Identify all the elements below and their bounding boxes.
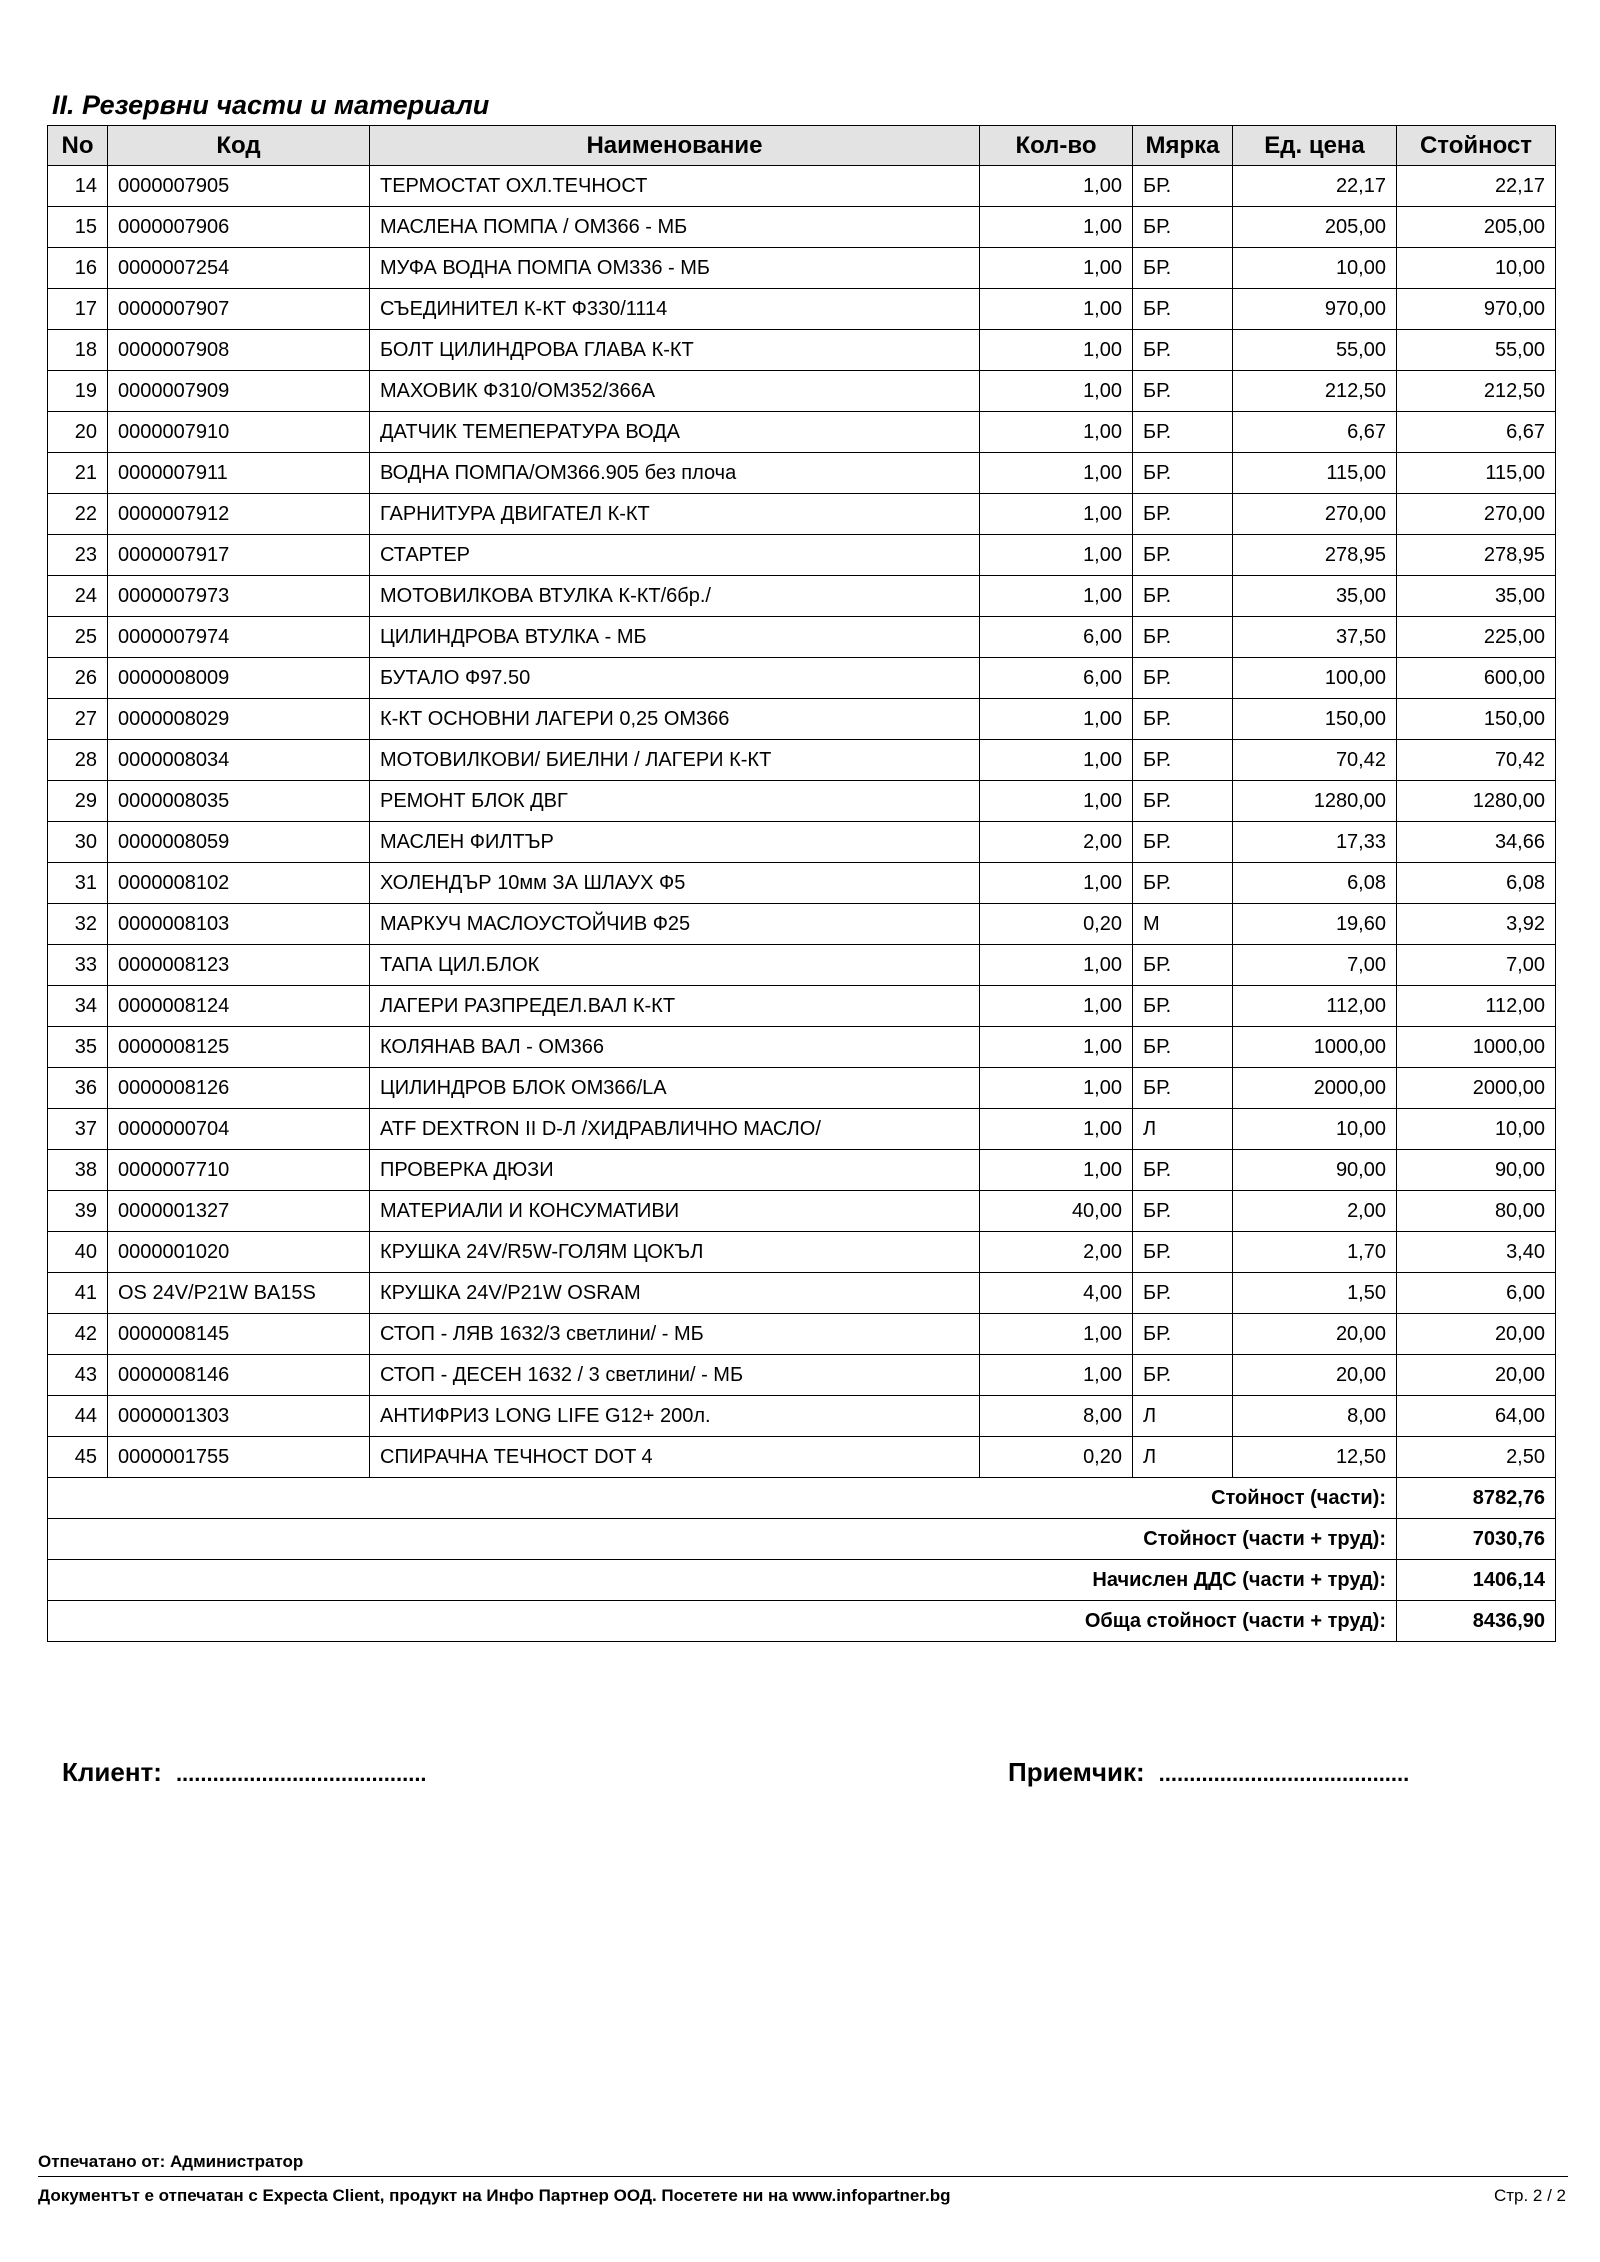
row-price: 70,42 — [1233, 740, 1397, 781]
row-total: 3,92 — [1397, 904, 1556, 945]
table-row — [48, 1314, 1556, 1355]
row-unit: БР. — [1133, 1355, 1233, 1396]
table-row — [48, 1396, 1556, 1437]
parts-table-body — [48, 166, 1556, 1478]
row-number: 14 — [48, 166, 108, 207]
row-unit: БР. — [1133, 1232, 1233, 1273]
row-unit: БР. — [1133, 945, 1233, 986]
row-code: 0000000704 — [108, 1109, 370, 1150]
row-name: СТАРТЕР — [370, 535, 980, 576]
row-unit: БР. — [1133, 330, 1233, 371]
row-number: 17 — [48, 289, 108, 330]
row-name: ХОЛЕНДЪР 10мм ЗА ШЛАУХ Ф5 — [370, 863, 980, 904]
row-code: 0000007974 — [108, 617, 370, 658]
row-total: 150,00 — [1397, 699, 1556, 740]
row-total: 205,00 — [1397, 207, 1556, 248]
row-qty: 1,00 — [980, 1355, 1133, 1396]
row-code: 0000008059 — [108, 822, 370, 863]
row-number: 37 — [48, 1109, 108, 1150]
row-price: 2000,00 — [1233, 1068, 1397, 1109]
row-price: 278,95 — [1233, 535, 1397, 576]
row-name: МУФА ВОДНА ПОМПА ОМ336 - МБ — [370, 248, 980, 289]
row-price: 12,50 — [1233, 1437, 1397, 1478]
table-row — [48, 1437, 1556, 1478]
row-number: 40 — [48, 1232, 108, 1273]
row-number: 19 — [48, 371, 108, 412]
row-qty: 1,00 — [980, 781, 1133, 822]
row-number: 23 — [48, 535, 108, 576]
row-total: 10,00 — [1397, 248, 1556, 289]
row-number: 45 — [48, 1437, 108, 1478]
row-unit: Л — [1133, 1437, 1233, 1478]
row-name: ATF DEXTRON II D-Л /ХИДРАВЛИЧНО МАСЛО/ — [370, 1109, 980, 1150]
footer-note: Документът е отпечатан с Expecta Client, продукт на Инфо Партнер ООД. Посетете ни на www.infopartner.bg — [38, 2186, 951, 2205]
row-unit: БР. — [1133, 863, 1233, 904]
parts-table — [47, 125, 1556, 1642]
table-row — [48, 1273, 1556, 1314]
row-name: ТЕРМОСТАТ ОХЛ.ТЕЧНОСТ — [370, 166, 980, 207]
row-total: 34,66 — [1397, 822, 1556, 863]
row-qty: 6,00 — [980, 617, 1133, 658]
row-price: 7,00 — [1233, 945, 1397, 986]
table-row — [48, 1191, 1556, 1232]
row-total: 3,40 — [1397, 1232, 1556, 1273]
table-row — [48, 535, 1556, 576]
row-number: 31 — [48, 863, 108, 904]
row-total: 278,95 — [1397, 535, 1556, 576]
row-qty: 2,00 — [980, 1232, 1133, 1273]
table-row — [48, 863, 1556, 904]
row-price: 10,00 — [1233, 248, 1397, 289]
page-number: Стр. 2 / 2 — [1493, 2186, 1566, 2205]
table-row — [48, 412, 1556, 453]
row-qty: 1,00 — [980, 289, 1133, 330]
row-name: АНТИФРИЗ LONG LIFE G12+ 200л. — [370, 1396, 980, 1437]
row-total: 270,00 — [1397, 494, 1556, 535]
row-total: 80,00 — [1397, 1191, 1556, 1232]
row-price: 1280,00 — [1233, 781, 1397, 822]
row-price: 2,00 — [1233, 1191, 1397, 1232]
row-name: СЪЕДИНИТЕЛ К-КТ Ф330/1114 — [370, 289, 980, 330]
row-name: МОТОВИЛКОВИ/ БИЕЛНИ / ЛАГЕРИ К-КТ — [370, 740, 980, 781]
row-price: 22,17 — [1233, 166, 1397, 207]
row-name: ГАРНИТУРА ДВИГАТЕЛ К-КТ — [370, 494, 980, 535]
row-name: МАСЛЕН ФИЛТЪР — [370, 822, 980, 863]
row-total: 970,00 — [1397, 289, 1556, 330]
row-unit: БР. — [1133, 166, 1233, 207]
row-price: 270,00 — [1233, 494, 1397, 535]
row-name: СТОП - ЛЯВ 1632/3 светлини/ - МБ — [370, 1314, 980, 1355]
row-name: МАРКУЧ МАСЛОУСТОЙЧИВ Ф25 — [370, 904, 980, 945]
row-unit: БР. — [1133, 699, 1233, 740]
row-qty: 0,20 — [980, 904, 1133, 945]
row-total: 20,00 — [1397, 1314, 1556, 1355]
row-code: 0000008125 — [108, 1027, 370, 1068]
row-total: 7,00 — [1397, 945, 1556, 986]
row-price: 115,00 — [1233, 453, 1397, 494]
row-total: 22,17 — [1397, 166, 1556, 207]
row-number: 38 — [48, 1150, 108, 1191]
receiver-label: Приемчик: — [1008, 1757, 1145, 1787]
row-code: 0000007908 — [108, 330, 370, 371]
client-signature-line: ......................................... — [175, 1761, 427, 1786]
row-number: 27 — [48, 699, 108, 740]
row-number: 36 — [48, 1068, 108, 1109]
row-qty: 1,00 — [980, 207, 1133, 248]
row-price: 1,50 — [1233, 1273, 1397, 1314]
column-header-unit: Мярка — [1133, 126, 1233, 166]
row-price: 205,00 — [1233, 207, 1397, 248]
receiver-signature-line: ......................................... — [1158, 1761, 1410, 1786]
row-qty: 0,20 — [980, 1437, 1133, 1478]
row-number: 18 — [48, 330, 108, 371]
receiver-signature — [1008, 1757, 1409, 1788]
row-name: МАСЛЕНА ПОМПА / ОМ366 - МБ — [370, 207, 980, 248]
row-price: 100,00 — [1233, 658, 1397, 699]
row-qty: 1,00 — [980, 699, 1133, 740]
row-name: ПРОВЕРКА ДЮЗИ — [370, 1150, 980, 1191]
parts-table-header — [48, 126, 1556, 166]
row-code: 0000001020 — [108, 1232, 370, 1273]
row-total: 6,08 — [1397, 863, 1556, 904]
row-total: 55,00 — [1397, 330, 1556, 371]
row-unit: БР. — [1133, 412, 1233, 453]
row-number: 24 — [48, 576, 108, 617]
row-unit: БР. — [1133, 822, 1233, 863]
row-qty: 1,00 — [980, 986, 1133, 1027]
table-row — [48, 986, 1556, 1027]
table-row — [48, 494, 1556, 535]
row-code: 0000008102 — [108, 863, 370, 904]
row-unit: Л — [1133, 1396, 1233, 1437]
column-header-code: Код — [108, 126, 370, 166]
column-header-qty: Кол-во — [980, 126, 1133, 166]
row-price: 20,00 — [1233, 1314, 1397, 1355]
row-qty: 1,00 — [980, 1027, 1133, 1068]
row-price: 90,00 — [1233, 1150, 1397, 1191]
table-row — [48, 781, 1556, 822]
row-number: 22 — [48, 494, 108, 535]
footer-divider — [38, 2176, 1568, 2177]
table-row — [48, 576, 1556, 617]
row-name: ЛАГЕРИ РАЗПРЕДЕЛ.ВАЛ К-КТ — [370, 986, 980, 1027]
row-qty: 6,00 — [980, 658, 1133, 699]
row-unit: М — [1133, 904, 1233, 945]
row-code: 0000008124 — [108, 986, 370, 1027]
row-code: 0000008145 — [108, 1314, 370, 1355]
row-price: 35,00 — [1233, 576, 1397, 617]
table-row — [48, 453, 1556, 494]
row-code: 0000007912 — [108, 494, 370, 535]
row-total: 1280,00 — [1397, 781, 1556, 822]
row-price: 10,00 — [1233, 1109, 1397, 1150]
summary-label: Стойност (части): — [48, 1478, 1397, 1519]
row-code: 0000001327 — [108, 1191, 370, 1232]
row-number: 32 — [48, 904, 108, 945]
row-name: КОЛЯНАВ ВАЛ - ОМ366 — [370, 1027, 980, 1068]
row-qty: 1,00 — [980, 248, 1133, 289]
table-row — [48, 904, 1556, 945]
row-name: К-КТ ОСНОВНИ ЛАГЕРИ 0,25 ОМ366 — [370, 699, 980, 740]
row-code: 0000001303 — [108, 1396, 370, 1437]
table-row — [48, 330, 1556, 371]
row-price: 112,00 — [1233, 986, 1397, 1027]
row-qty: 1,00 — [980, 412, 1133, 453]
row-qty: 1,00 — [980, 371, 1133, 412]
client-label: Клиент: — [62, 1757, 162, 1787]
section-title: II. Резервни части и материали — [52, 90, 490, 120]
row-qty: 1,00 — [980, 863, 1133, 904]
row-code: OS 24V/P21W BA15S — [108, 1273, 370, 1314]
table-row — [48, 1068, 1556, 1109]
row-number: 26 — [48, 658, 108, 699]
table-row — [48, 740, 1556, 781]
summary-body — [48, 1478, 1556, 1642]
table-row — [48, 248, 1556, 289]
row-code: 0000007917 — [108, 535, 370, 576]
row-name: ЦИЛИНДРОВ БЛОК ОМ366/LA — [370, 1068, 980, 1109]
row-total: 212,50 — [1397, 371, 1556, 412]
table-row — [48, 1355, 1556, 1396]
row-qty: 1,00 — [980, 535, 1133, 576]
row-price: 970,00 — [1233, 289, 1397, 330]
row-number: 28 — [48, 740, 108, 781]
row-unit: БР. — [1133, 1191, 1233, 1232]
row-name: ТАПА ЦИЛ.БЛОК — [370, 945, 980, 986]
row-unit: Л — [1133, 1109, 1233, 1150]
row-number: 16 — [48, 248, 108, 289]
row-price: 19,60 — [1233, 904, 1397, 945]
row-unit: БР. — [1133, 576, 1233, 617]
row-price: 1,70 — [1233, 1232, 1397, 1273]
summary-label: Начислен ДДС (части + труд): — [48, 1560, 1397, 1601]
row-name: БУТАЛО Ф97.50 — [370, 658, 980, 699]
table-row — [48, 1232, 1556, 1273]
row-unit: БР. — [1133, 1314, 1233, 1355]
row-qty: 1,00 — [980, 576, 1133, 617]
table-row — [48, 945, 1556, 986]
row-unit: БР. — [1133, 207, 1233, 248]
row-number: 25 — [48, 617, 108, 658]
row-code: 0000008146 — [108, 1355, 370, 1396]
client-signature — [62, 1757, 427, 1788]
row-price: 150,00 — [1233, 699, 1397, 740]
row-qty: 40,00 — [980, 1191, 1133, 1232]
row-unit: БР. — [1133, 289, 1233, 330]
row-price: 37,50 — [1233, 617, 1397, 658]
summary-label: Стойност (части + труд): — [48, 1519, 1397, 1560]
row-price: 6,08 — [1233, 863, 1397, 904]
row-qty: 1,00 — [980, 453, 1133, 494]
table-row — [48, 371, 1556, 412]
row-unit: БР. — [1133, 1068, 1233, 1109]
row-unit: БР. — [1133, 535, 1233, 576]
row-unit: БР. — [1133, 371, 1233, 412]
row-total: 64,00 — [1397, 1396, 1556, 1437]
row-code: 0000007254 — [108, 248, 370, 289]
row-code: 0000008034 — [108, 740, 370, 781]
row-number: 42 — [48, 1314, 108, 1355]
table-row — [48, 1150, 1556, 1191]
table-row — [48, 1027, 1556, 1068]
row-unit: БР. — [1133, 1150, 1233, 1191]
row-total: 6,00 — [1397, 1273, 1556, 1314]
column-header-name: Наименование — [370, 126, 980, 166]
row-qty: 1,00 — [980, 945, 1133, 986]
table-row — [48, 289, 1556, 330]
row-number: 34 — [48, 986, 108, 1027]
row-name: СТОП - ДЕСЕН 1632 / 3 светлини/ - МБ — [370, 1355, 980, 1396]
table-row — [48, 699, 1556, 740]
row-name: ЦИЛИНДРОВА ВТУЛКА - МБ — [370, 617, 980, 658]
row-code: 0000008123 — [108, 945, 370, 986]
row-code: 0000008035 — [108, 781, 370, 822]
row-qty: 2,00 — [980, 822, 1133, 863]
table-row — [48, 658, 1556, 699]
row-total: 2000,00 — [1397, 1068, 1556, 1109]
row-unit: БР. — [1133, 781, 1233, 822]
row-unit: БР. — [1133, 986, 1233, 1027]
summary-value: 1406,14 — [1397, 1560, 1556, 1601]
row-total: 10,00 — [1397, 1109, 1556, 1150]
row-qty: 1,00 — [980, 330, 1133, 371]
summary-value: 7030,76 — [1397, 1519, 1556, 1560]
row-unit: БР. — [1133, 740, 1233, 781]
row-code: 0000008103 — [108, 904, 370, 945]
row-total: 225,00 — [1397, 617, 1556, 658]
column-header-price: Ед. цена — [1233, 126, 1397, 166]
row-number: 39 — [48, 1191, 108, 1232]
row-qty: 1,00 — [980, 1068, 1133, 1109]
row-name: БОЛТ ЦИЛИНДРОВА ГЛАВА К-КТ — [370, 330, 980, 371]
row-number: 44 — [48, 1396, 108, 1437]
row-unit: БР. — [1133, 1027, 1233, 1068]
row-code: 0000008126 — [108, 1068, 370, 1109]
header-row — [48, 126, 1556, 166]
row-qty: 1,00 — [980, 740, 1133, 781]
column-header-total: Стойност — [1397, 126, 1556, 166]
summary-value: 8782,76 — [1397, 1478, 1556, 1519]
row-total: 35,00 — [1397, 576, 1556, 617]
table-row — [48, 822, 1556, 863]
summary-value: 8436,90 — [1397, 1601, 1556, 1642]
row-name: МАХОВИК Ф310/ОМ352/366А — [370, 371, 980, 412]
row-number: 35 — [48, 1027, 108, 1068]
row-price: 8,00 — [1233, 1396, 1397, 1437]
row-code: 0000007909 — [108, 371, 370, 412]
row-name: СПИРАЧНА ТЕЧНОСТ DOT 4 — [370, 1437, 980, 1478]
row-qty: 1,00 — [980, 1109, 1133, 1150]
row-number: 30 — [48, 822, 108, 863]
row-number: 43 — [48, 1355, 108, 1396]
table-row — [48, 207, 1556, 248]
row-name: КРУШКА 24V/P21W OSRAM — [370, 1273, 980, 1314]
row-unit: БР. — [1133, 494, 1233, 535]
table-row — [48, 617, 1556, 658]
row-code: 0000007907 — [108, 289, 370, 330]
row-total: 112,00 — [1397, 986, 1556, 1027]
row-qty: 1,00 — [980, 1150, 1133, 1191]
summary-row — [48, 1478, 1556, 1519]
column-header-no: No — [48, 126, 108, 166]
row-price: 20,00 — [1233, 1355, 1397, 1396]
summary-row — [48, 1560, 1556, 1601]
row-total: 20,00 — [1397, 1355, 1556, 1396]
row-name: РЕМОНТ БЛОК ДВГ — [370, 781, 980, 822]
row-price: 1000,00 — [1233, 1027, 1397, 1068]
row-unit: БР. — [1133, 617, 1233, 658]
row-name: КРУШКА 24V/R5W-ГОЛЯМ ЦОКЪЛ — [370, 1232, 980, 1273]
row-name: ВОДНА ПОМПА/ОМ366.905 без плоча — [370, 453, 980, 494]
row-qty: 1,00 — [980, 1314, 1133, 1355]
row-code: 0000007906 — [108, 207, 370, 248]
row-name: МАТЕРИАЛИ И КОНСУМАТИВИ — [370, 1191, 980, 1232]
row-total: 2,50 — [1397, 1437, 1556, 1478]
row-qty: 4,00 — [980, 1273, 1133, 1314]
summary-label: Обща стойност (части + труд): — [48, 1601, 1397, 1642]
row-qty: 1,00 — [980, 166, 1133, 207]
row-unit: БР. — [1133, 453, 1233, 494]
row-total: 90,00 — [1397, 1150, 1556, 1191]
row-unit: БР. — [1133, 1273, 1233, 1314]
row-number: 15 — [48, 207, 108, 248]
row-name: МОТОВИЛКОВА ВТУЛКА К-КТ/6бр./ — [370, 576, 980, 617]
row-code: 0000008009 — [108, 658, 370, 699]
row-code: 0000007973 — [108, 576, 370, 617]
row-code: 0000008029 — [108, 699, 370, 740]
row-code: 0000007710 — [108, 1150, 370, 1191]
row-price: 6,67 — [1233, 412, 1397, 453]
table-row — [48, 1109, 1556, 1150]
row-name: ДАТЧИК ТЕМЕПЕРАТУРА ВОДА — [370, 412, 980, 453]
summary-row — [48, 1519, 1556, 1560]
row-total: 6,67 — [1397, 412, 1556, 453]
row-number: 29 — [48, 781, 108, 822]
row-code: 0000007905 — [108, 166, 370, 207]
summary-row — [48, 1601, 1556, 1642]
row-price: 17,33 — [1233, 822, 1397, 863]
row-code: 0000007911 — [108, 453, 370, 494]
row-total: 1000,00 — [1397, 1027, 1556, 1068]
row-number: 41 — [48, 1273, 108, 1314]
row-qty: 1,00 — [980, 494, 1133, 535]
row-total: 70,42 — [1397, 740, 1556, 781]
table-row — [48, 166, 1556, 207]
row-code: 0000001755 — [108, 1437, 370, 1478]
row-qty: 8,00 — [980, 1396, 1133, 1437]
row-number: 20 — [48, 412, 108, 453]
row-unit: БР. — [1133, 248, 1233, 289]
row-price: 212,50 — [1233, 371, 1397, 412]
row-unit: БР. — [1133, 658, 1233, 699]
row-total: 600,00 — [1397, 658, 1556, 699]
row-number: 21 — [48, 453, 108, 494]
row-price: 55,00 — [1233, 330, 1397, 371]
row-total: 115,00 — [1397, 453, 1556, 494]
printed-by: Отпечатано от: Администратор — [38, 2152, 304, 2171]
row-code: 0000007910 — [108, 412, 370, 453]
row-number: 33 — [48, 945, 108, 986]
